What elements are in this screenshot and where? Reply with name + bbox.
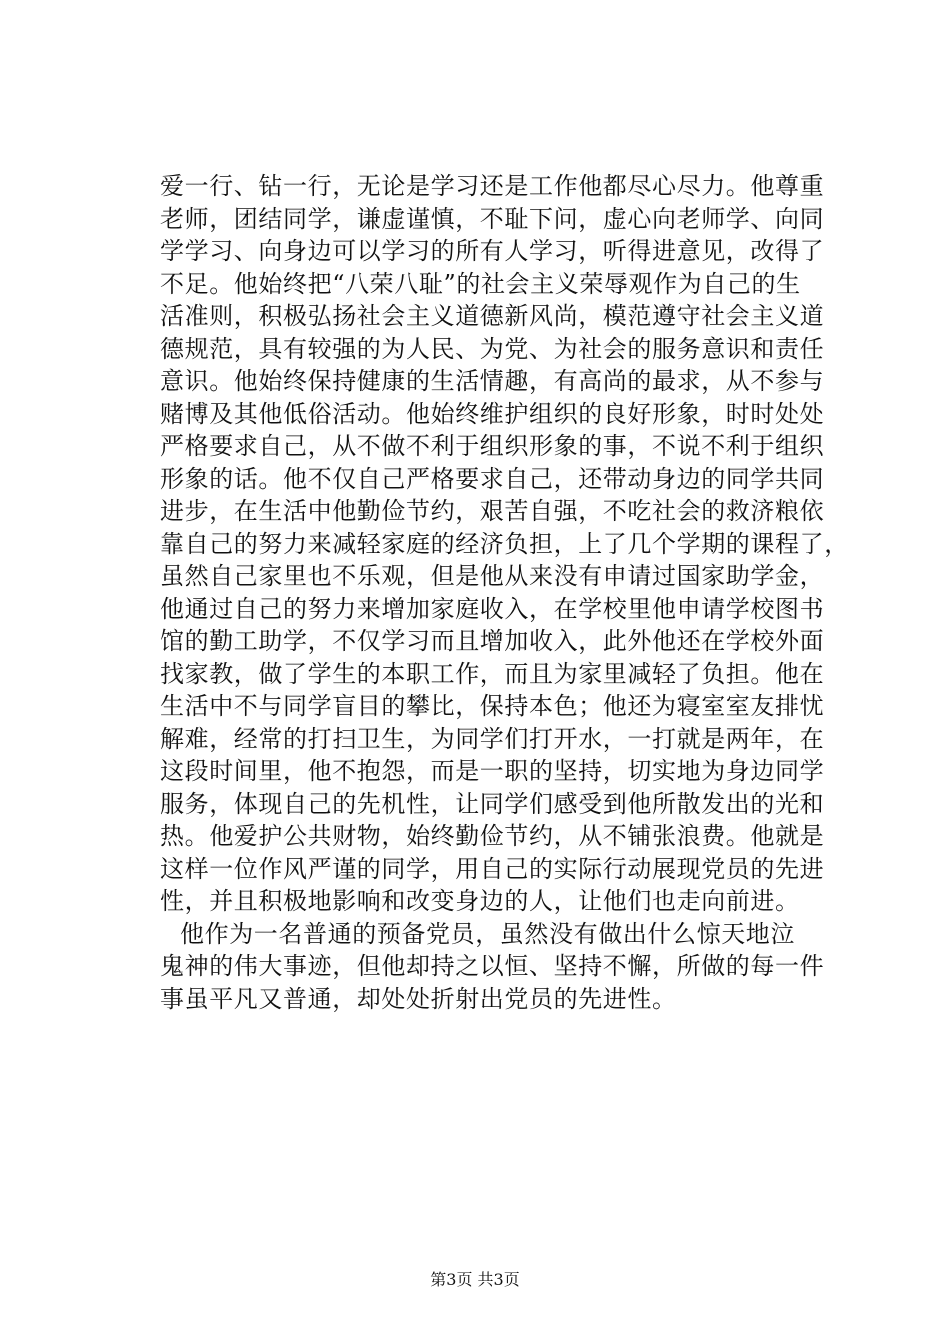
page-number-footer: 第3页 共3页 [430, 1270, 520, 1289]
text-line: 服务，体现自己的先机性，让同学们感受到他所散发出的光和 [160, 789, 825, 818]
body-text [160, 170, 850, 1015]
text-line: 这样一位作风严谨的同学，用自己的实际行动展现党员的先进 [160, 854, 825, 883]
text-line: 严格要求自己，从不做不利于组织形象的事，不说不利于组织 [160, 432, 825, 460]
text-line: 靠自己的努力来减轻家庭的经济负担，上了几个学期的课程了， [160, 529, 849, 558]
text-line: 找家教，做了学生的本职工作，而且为家里减轻了负担。他在 [160, 659, 825, 688]
text-line: 这段时间里，他不抱怨，而是一职的坚持，切实地为身边同学 [160, 757, 825, 785]
text-line: 赌博及其他低俗活动。他始终维护组织的良好形象，时时处处 [160, 399, 825, 428]
text-line: 进步，在生活中他勤俭节约，艰苦自强，不吃社会的救济粮依 [160, 497, 825, 525]
text-line: 性，并且积极地影响和改变身边的人，让他们也走向前进。 [160, 887, 800, 915]
text-line: 爱一行、钻一行，无论是学习还是工作他都尽心尽力。他尊重 [160, 172, 825, 200]
paragraph-start-line: 他作为一名普通的预备党员，虽然没有做出什么惊天地泣 [180, 919, 795, 948]
text-line: 学学习、向身边可以学习的所有人学习，听得进意见，改得了 [160, 237, 825, 265]
text-line: 老师，团结同学，谦虚谨慎，不耻下问，虚心向老师学、向同 [160, 204, 825, 233]
text-line: 馆的勤工助学，不仅学习而且增加收入，此外他还在学校外面 [160, 627, 825, 655]
text-line: 不足。他始终把“八荣八耻”的社会主义荣辱观作为自己的生 [160, 269, 801, 298]
text-line: 形象的话。他不仅自己严格要求自己，还带动身边的同学共同 [160, 464, 825, 493]
text-line: 虽然自己家里也不乐观，但是他从来没有申请过国家助学金， [160, 562, 825, 590]
text-line: 活准则，积极弘扬社会主义道德新风尚，模范遵守社会主义道 [160, 302, 825, 330]
text-line: 事虽平凡又普通，却处处折射出党员的先进性。 [160, 984, 677, 1013]
text-line: 热。他爱护公共财物，始终勤俭节约，从不铺张浪费。他就是 [160, 822, 825, 850]
text-line: 解难，经常的打扫卫生，为同学们打开水，一打就是两年，在 [160, 724, 825, 753]
text-line: 生活中不与同学盲目的攀比，保持本色；他还为寝室室友排忧 [160, 692, 825, 720]
text-line: 他通过自己的努力来增加家庭收入，在学校里他申请学校图书 [160, 594, 825, 623]
text-line: 鬼神的伟大事迹，但他却持之以恒、坚持不懈，所做的每一件 [160, 952, 825, 980]
text-line: 德规范，具有较强的为人民、为党、为社会的服务意识和责任 [160, 334, 825, 363]
text-line: 意识。他始终保持健康的生活情趣，有高尚的最求，从不参与 [160, 367, 825, 395]
